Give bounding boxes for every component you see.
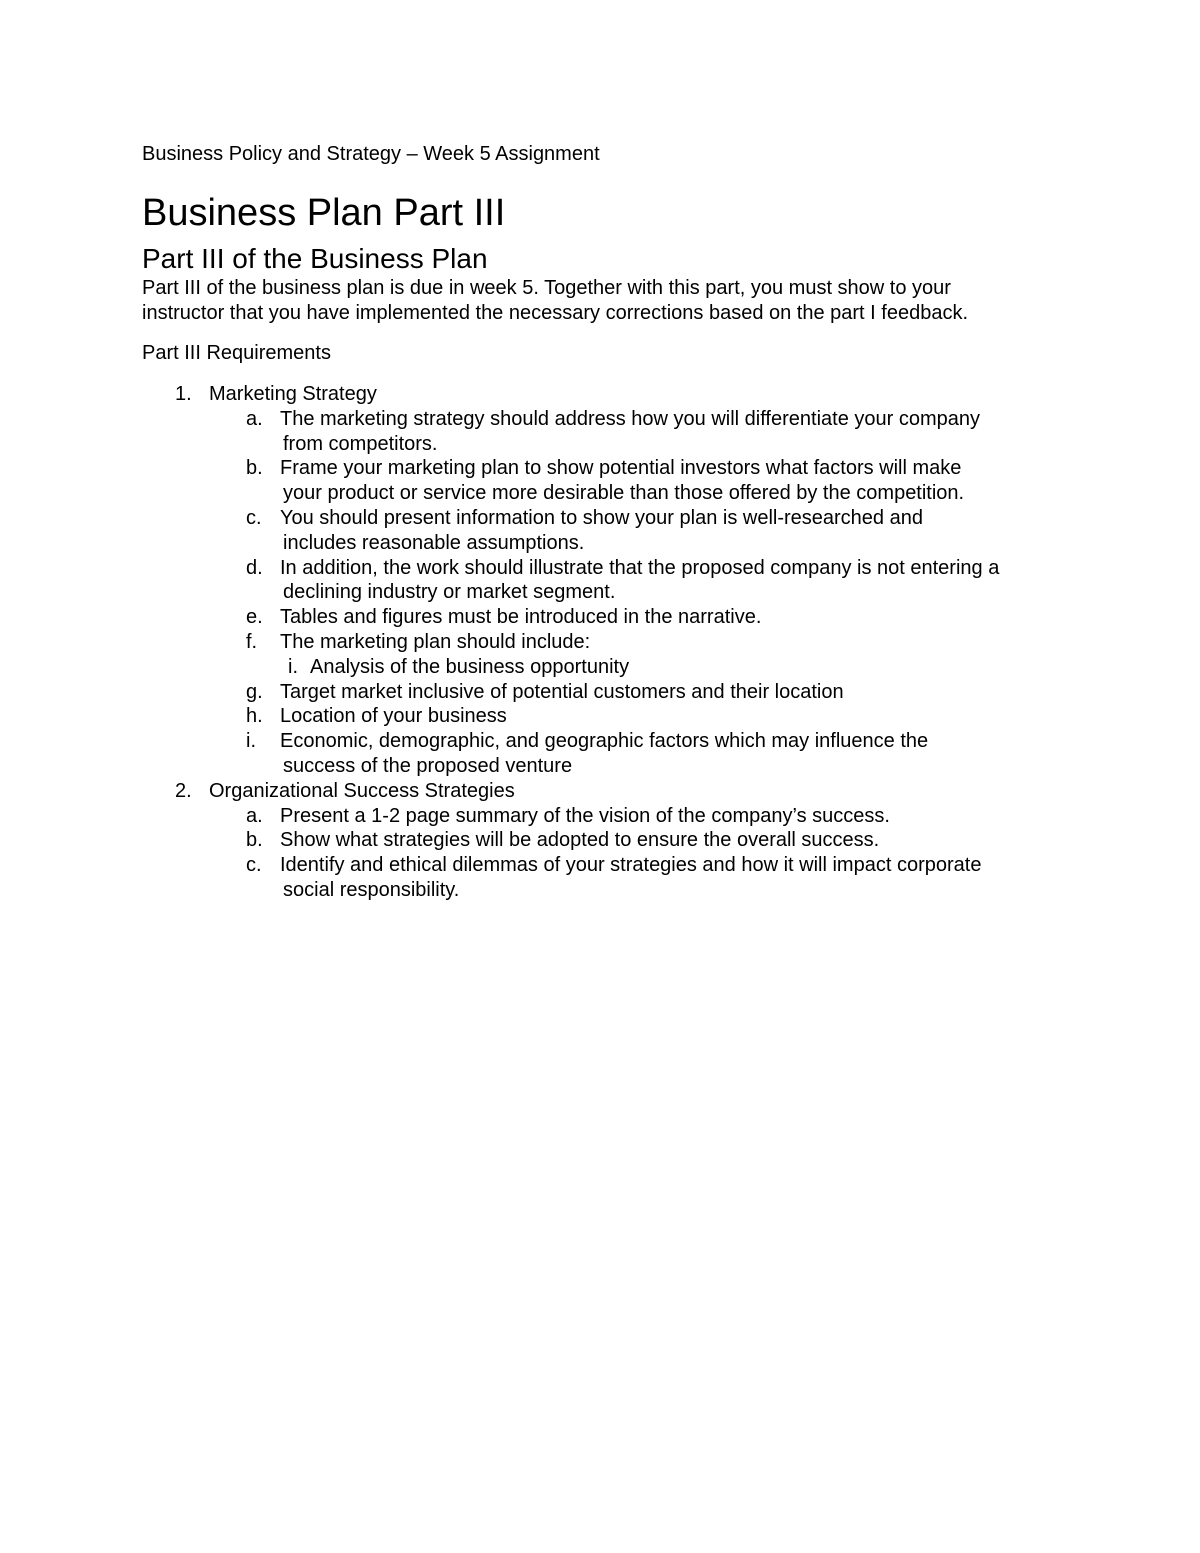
list-item: [0, 382, 1200, 407]
intro-line: Part III of the business plan is due in week 5. Together with this part, you must show to your: [142, 277, 951, 299]
list-item-text: Analysis of the business opportunity: [310, 655, 630, 678]
intro-line: instructor that you have implemented the necessary corrections based on the part I feedback.: [142, 301, 969, 324]
sub-sub-list-item: [0, 655, 1200, 680]
sub-list-item: [0, 456, 1200, 481]
list-marker: a.: [246, 804, 263, 827]
list-item-text: from competitors.: [283, 432, 438, 455]
sub-list-item: [0, 605, 1200, 630]
sub-list-item-continuation: [0, 878, 1200, 903]
sub-list-item-continuation: [0, 531, 1200, 556]
list-item-text: Economic, demographic, and geographic factors which may influence the: [280, 730, 929, 753]
list-item-text: In addition, the work should illustrate that the proposed company is not entering a: [280, 556, 1000, 579]
list-marker: i.: [288, 655, 298, 678]
requirements-heading: Part III Requirements: [142, 342, 331, 364]
sub-list-item: [0, 680, 1200, 705]
list-marker: i.: [246, 730, 256, 753]
sub-list-item: [0, 828, 1200, 853]
sub-list-item: [0, 407, 1200, 432]
list-item-label: Organizational Success Strategies: [209, 779, 515, 802]
list-item-text: Show what strategies will be adopted to ensure the overall success.: [280, 829, 880, 852]
list-marker: d.: [246, 556, 263, 579]
list-item-text: Target market inclusive of potential customers and their location: [280, 680, 844, 703]
list-item-text: Identify and ethical dilemmas of your strategies and how it will impact corporate: [280, 854, 982, 877]
sub-list-item-continuation: [0, 432, 1200, 457]
list-item-text: Tables and figures must be introduced in the narrative.: [280, 606, 762, 629]
section-heading: Part III of the Business Plan: [142, 243, 488, 274]
sub-list-item: [0, 729, 1200, 754]
page-title: Business Plan Part III: [142, 192, 506, 234]
list-item-text: social responsibility.: [283, 878, 460, 901]
sub-list-item: [0, 630, 1200, 655]
intro-paragraph: [142, 276, 1072, 326]
list-marker: f.: [246, 630, 258, 653]
list-item-text: The marketing plan should include:: [280, 630, 591, 653]
sub-list-item-continuation: [0, 580, 1200, 605]
requirements-list: [0, 382, 1200, 903]
list-marker: b.: [246, 829, 263, 852]
list-marker: h.: [246, 705, 263, 728]
sub-list-item-continuation: [0, 481, 1200, 506]
list-marker: c.: [246, 506, 262, 529]
list-item-text: includes reasonable assumptions.: [283, 531, 585, 554]
list-item-text: success of the proposed venture: [283, 754, 573, 777]
list-item-text: The marketing strategy should address how you will differentiate your company: [280, 407, 980, 430]
sub-list-item: [0, 853, 1200, 878]
sub-list-item: [0, 556, 1200, 581]
list-item: [0, 779, 1200, 804]
sub-list-item: [0, 804, 1200, 829]
list-marker: c.: [246, 854, 262, 877]
course-header: Business Policy and Strategy – Week 5 Assignment: [142, 143, 600, 165]
sub-list-item-continuation: [0, 754, 1200, 779]
list-marker: a.: [246, 407, 263, 430]
list-item-text: You should present information to show your plan is well-researched and: [280, 506, 923, 529]
sub-list-item: [0, 704, 1200, 729]
list-item-text: Frame your marketing plan to show potential investors what factors will make: [280, 457, 962, 480]
list-marker: 2.: [175, 779, 192, 802]
list-marker: g.: [246, 680, 263, 703]
list-item-text: Location of your business: [280, 705, 507, 728]
list-marker: 1.: [175, 383, 192, 405]
list-marker: b.: [246, 457, 263, 480]
list-item-text: declining industry or market segment.: [283, 581, 616, 604]
list-item-label: Marketing Strategy: [209, 383, 377, 405]
list-item-text: your product or service more desirable than those offered by the competition.: [283, 482, 965, 505]
sub-list-item: [0, 506, 1200, 531]
list-marker: e.: [246, 606, 263, 629]
list-item-text: Present a 1-2 page summary of the vision of the company’s success.: [280, 804, 890, 827]
